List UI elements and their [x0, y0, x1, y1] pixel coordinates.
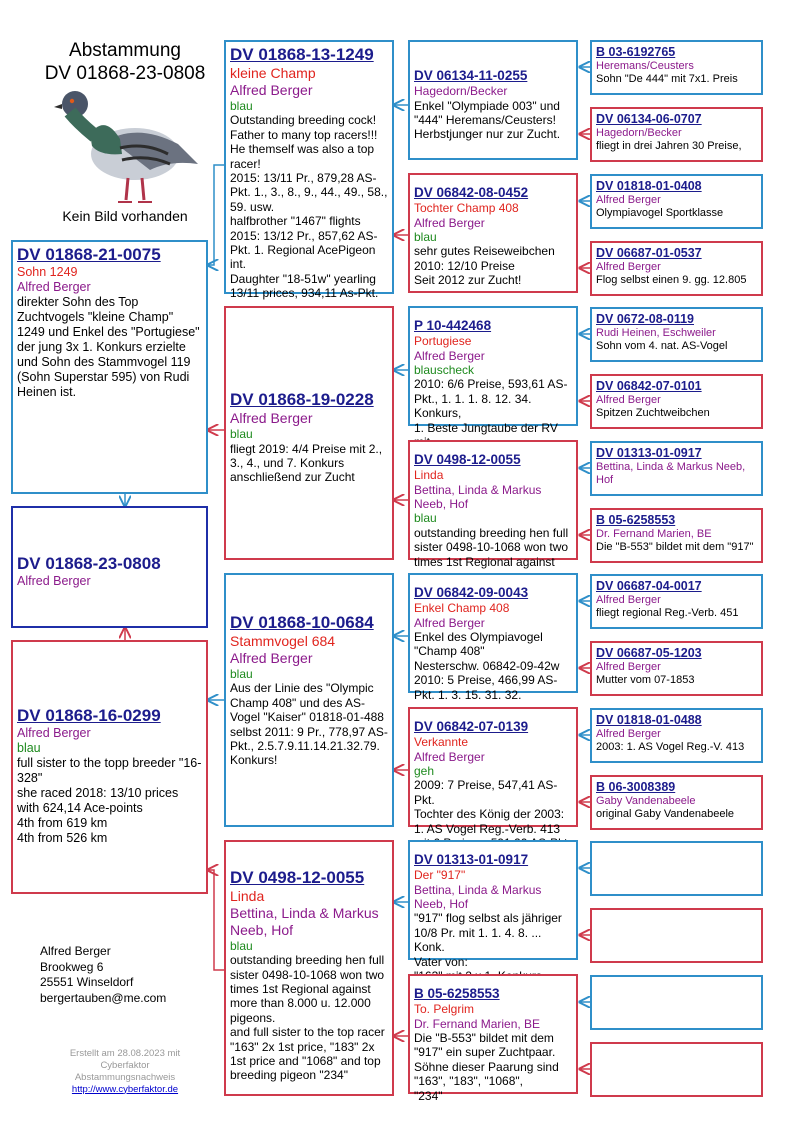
gen3-card[interactable]: [408, 40, 578, 160]
father-card[interactable]: [11, 240, 208, 494]
ff-text: Outstanding breeding cock! Father to many top racers!!! He themself was also a top racer! 2015: 13/11 Pr., 879,28 AS-Pkt. 1., 3., 8., 9., 44., 49., 58., 59. usw. halfbrother "1467" flights 2015: 13/12 Pr., 857,62 AS-Pkt. 1. Regional AcePigeon int. Daughter "18-51w" yearling 13/11 prices, 934,11 As-Pkt.: [230, 113, 388, 301]
mother-owner: Alfred Berger: [17, 726, 91, 741]
ff-name: kleine Champ: [230, 65, 316, 82]
gen3-name: Tochter Champ 408: [414, 201, 519, 216]
subject-ring[interactable]: DV 01868-23-0808: [17, 554, 161, 573]
father-name: Sohn 1249: [17, 265, 78, 280]
gen3-name: Der "917": [414, 868, 466, 883]
fm-ring[interactable]: DV 01868-19-0228: [230, 390, 374, 409]
ff-card[interactable]: [224, 40, 394, 301]
gen3-ring[interactable]: DV 06842-08-0452: [414, 185, 529, 200]
father-owner: Alfred Berger: [17, 280, 91, 295]
gen4-owner: Heremans/Ceusters: [596, 60, 694, 72]
gen4-card[interactable]: [590, 641, 763, 696]
footer-line-1: Erstellt am 28.08.2023 mit: [69, 1048, 181, 1059]
gen3-text: "917" flog selbst als jähriger 10/8 Pr. mit 1. 1. 4. 8. ... Konk. Vater von:: [414, 911, 562, 969]
gen4-text: Sohn vom 4. nat. AS-Vogel: [596, 340, 728, 353]
gen4-card[interactable]: [590, 107, 763, 162]
mm-color: blau: [230, 938, 253, 953]
gen3-card[interactable]: [408, 974, 578, 1103]
ff-ring[interactable]: DV 01868-13-1249: [230, 45, 374, 64]
gen4-card[interactable]: [590, 441, 763, 496]
gen4-card[interactable]: [590, 374, 763, 429]
mf-name: Stammvogel 684: [230, 633, 336, 650]
gen3-owner: Dr. Fernand Marien, BE: [414, 1016, 541, 1031]
gen4-text: Spitzen Zuchtweibchen: [596, 407, 710, 420]
gen4-text: Sohn "De 444" mit 7x1. Preis: [596, 73, 738, 86]
gen4-card[interactable]: [590, 975, 763, 1030]
fm-text: fliegt 2019: 4/4 Preise mit 2., 3., 4., und 7. Konkurs anschließend zur Zucht: [230, 441, 383, 485]
father-ring[interactable]: DV 01868-21-0075: [17, 245, 161, 264]
mother-card[interactable]: [11, 640, 208, 894]
gen4-ring[interactable]: B 03-6192765: [596, 45, 676, 59]
gen4-text: fliegt in drei Jahren 30 Preise,: [596, 140, 742, 153]
gen4-ring[interactable]: B 05-6258553: [596, 513, 676, 527]
gen3-text: 2010: 6/6 Preise, 593,61 AS-Pkt., 1. 1. 1. 8. 12. 34. Konkurs, 1. Beste Jungtaube der RV: [414, 377, 568, 435]
gen3-card[interactable]: [408, 573, 578, 702]
gen3-name: Verkannte: [414, 735, 469, 750]
gen3-ring[interactable]: P 10-442468: [414, 318, 492, 333]
page-title: [30, 40, 220, 86]
gen3-color: blau: [414, 229, 437, 244]
gen4-ring[interactable]: DV 01818-01-0488: [596, 713, 702, 727]
subject-owner: Alfred Berger: [17, 574, 91, 589]
gen3-card[interactable]: [408, 707, 578, 836]
ff-owner: Alfred Berger: [230, 82, 313, 99]
gen3-text: outstanding breeding hen full sister 0498-10-1068 won two times 1st Regional against: [414, 525, 569, 569]
gen4-owner: Alfred Berger: [596, 728, 661, 740]
gen4-ring[interactable]: DV 01313-01-0917: [596, 446, 702, 460]
mf-card[interactable]: [224, 573, 394, 827]
pigeon-image: [50, 84, 200, 208]
gen4-card[interactable]: [590, 775, 763, 830]
gen4-text: 2003: 1. AS Vogel Reg.-V. 413: [596, 741, 745, 754]
gen3-name: To. Pelgrim: [414, 1002, 475, 1017]
gen3-owner: Alfred Berger: [414, 215, 485, 230]
mf-owner: Alfred Berger: [230, 650, 313, 667]
gen4-text: Mutter vom 07-1853: [596, 674, 695, 687]
gen4-text: Olympiavogel Sportklasse: [596, 207, 724, 220]
gen4-card[interactable]: [590, 307, 763, 362]
gen4-card[interactable]: [590, 174, 763, 229]
mm-owner: Bettina, Linda & Markus Neeb, Hof: [230, 905, 379, 938]
address-street: Brookweg 6: [40, 959, 104, 974]
address-city: 25551 Winseldorf: [40, 975, 134, 990]
fm-card[interactable]: [224, 306, 394, 560]
owner-address: [40, 944, 166, 1006]
gen3-name: Enkel Champ 408: [414, 601, 510, 616]
gen3-ring[interactable]: DV 06134-11-0255: [414, 68, 528, 83]
mother-color: blau: [17, 741, 41, 756]
fm-owner: Alfred Berger: [230, 410, 313, 427]
gen4-text: original Gaby Vandenabeele: [596, 808, 735, 821]
gen3-card[interactable]: [408, 173, 578, 293]
gen3-color: blau: [414, 511, 437, 526]
address-email[interactable]: bergertauben@me.com: [40, 990, 167, 1005]
gen4-text: Die "B-553" bildet mit dem "917": [596, 541, 754, 554]
gen4-card[interactable]: [590, 40, 763, 95]
gen4-owner: Alfred Berger: [596, 661, 661, 673]
gen3-card[interactable]: [408, 440, 578, 569]
mother-text: full sister to the topp breeder "16-328" she raced 2018: 13/10 prices with 624,14 Ace-points 4th from 619 km 4th from 526 km: [17, 756, 202, 846]
gen3-card[interactable]: [408, 840, 578, 969]
gen3-name: Linda: [414, 468, 444, 483]
gen4-ring[interactable]: DV 0672-08-0119: [596, 312, 694, 326]
gen4-card[interactable]: [590, 841, 763, 896]
mother-ring[interactable]: DV 01868-16-0299: [17, 706, 161, 725]
mf-ring[interactable]: DV 01868-10-0684: [230, 613, 374, 632]
gen3-name: Portugiese: [414, 334, 472, 349]
gen4-card[interactable]: [590, 574, 763, 629]
mf-text: Aus der Linie des "Olympic Champ 408" und des AS-Vogel "Kaiser" 01818-01-488 selbst 2011: 9 Pr., 778,97 AS-Pkt., 2.5.7.9.11.14.21.32.79. Konkurs!: [230, 681, 388, 768]
gen4-ring[interactable]: DV 06687-01-0537: [596, 246, 702, 260]
gen4-card[interactable]: [590, 908, 763, 963]
mm-ring[interactable]: DV 0498-12-0055: [230, 868, 365, 887]
fm-color: blau: [230, 427, 253, 442]
gen3-text: 2009: 7 Preise, 547,41 AS-Pkt. Tochter des König der 2003: 1. AS Vogel Reg.-Verb. 413: [414, 778, 565, 836]
gen3-owner: Alfred Berger: [414, 615, 485, 630]
mm-name: Linda: [230, 888, 265, 905]
father-text: direkter Sohn des Top Zuchtvogels "kleine Champ" 1249 und Enkel des "Portugiese" der jung 3x 1. Konkurs erzielte und Sohn des Stammvogel 119 (Sohn Superstar 595) von Rudi Heinen ist.: [17, 295, 200, 400]
gen3-owner: Hagedorn/Becker: [414, 84, 508, 99]
gen4-text: fliegt regional Reg.-Verb. 451: [596, 607, 739, 620]
gen4-owner: Alfred Berger: [596, 261, 661, 273]
gen4-owner: Alfred Berger: [596, 594, 661, 606]
gen4-owner: Alfred Berger: [596, 194, 661, 206]
gen3-ring[interactable]: DV 06842-07-0139: [414, 719, 529, 734]
no-image-caption: Kein Bild vorhanden: [62, 208, 188, 224]
gen3-text: Enkel "Olympiade 003" und "444" Heremans/Ceusters! Herbstjunger nur zur Zucht.: [414, 98, 561, 142]
gen3-text: sehr gutes Reiseweibchen 2010: 12/10 Preise Seit 2012 zur Zucht!: [414, 244, 555, 288]
gen4-ring[interactable]: DV 06687-05-1203: [596, 646, 702, 660]
gen4-owner: Gaby Vandenabeele: [596, 795, 696, 807]
gen4-card[interactable]: [590, 1042, 763, 1097]
gen3-owner: Alfred Berger: [414, 749, 485, 764]
mm-card[interactable]: [224, 840, 394, 1096]
gen4-owner: Alfred Berger: [596, 394, 661, 406]
gen4-ring[interactable]: DV 06842-07-0101: [596, 379, 702, 393]
gen3-ring[interactable]: DV 0498-12-0055: [414, 452, 521, 467]
gen3-owner: Alfred Berger: [414, 348, 485, 363]
title-line-1: Abstammung: [69, 40, 181, 61]
footer-line-3: Abstammungsnachweis: [74, 1071, 176, 1083]
gen3-text: Enkel des Olympiavogel "Champ 408" Nesterschw. 06842-09-42w 2010: 5 Preise, 466,99 AS-Pkt. 1. 3. 15. 31. 32.: [414, 629, 560, 702]
gen3-text: Die "B-553" bildet mit dem "917" ein super Zuchtpaar. Söhne dieser Paarung sind "163", "183", "1068", "234": [414, 1030, 559, 1103]
gen3-color: geh: [414, 763, 435, 778]
gen3-color: blauscheck: [414, 362, 475, 377]
gen4-text: Flog selbst einen 9. gg. 12.805: [596, 274, 747, 287]
ff-color: blau: [230, 98, 253, 113]
gen3-ring[interactable]: DV 01313-01-0917: [414, 852, 529, 867]
footer-link[interactable]: http://www.cyberfaktor.de: [71, 1083, 179, 1095]
gen3-ring[interactable]: DV 06842-09-0043: [414, 585, 529, 600]
gen4-ring[interactable]: DV 06687-04-0017: [596, 579, 702, 593]
address-name: Alfred Berger: [40, 944, 111, 958]
gen4-ring[interactable]: DV 01818-01-0408: [596, 179, 702, 193]
gen4-ring[interactable]: DV 06134-06-0707: [596, 112, 702, 126]
gen4-card[interactable]: [590, 708, 763, 763]
subject-card[interactable]: [11, 506, 208, 628]
gen4-owner: Bettina, Linda & Markus Neeb, Hof: [596, 461, 746, 487]
gen4-owner: Dr. Fernand Marien, BE: [596, 528, 712, 540]
gen4-owner: Rudi Heinen, Eschweiler: [596, 327, 716, 339]
gen3-owner: Bettina, Linda & Markus Neeb, Hof: [414, 882, 542, 911]
mf-color: blau: [230, 666, 253, 681]
gen3-owner: Bettina, Linda & Markus Neeb, Hof: [414, 482, 542, 511]
footer: [40, 1048, 210, 1096]
gen4-card[interactable]: [590, 241, 763, 296]
gen4-ring[interactable]: B 06-3008389: [596, 780, 676, 794]
title-line-2: DV 01868-23-0808: [44, 62, 206, 84]
gen4-owner: Hagedorn/Becker: [596, 127, 682, 139]
footer-line-2: Cyberfaktor: [100, 1059, 150, 1071]
gen3-ring[interactable]: B 05-6258553: [414, 986, 500, 1001]
mm-text: outstanding breeding hen full sister 0498-10-1068 won two times 1st Regional against more than 8.000 u. 12.000 pigeons. and full sister to the top racer "163" 2x 1st price, "183" 2x 1st price and "1068" and top breeding pigeon "234": [230, 953, 385, 1083]
gen3-card[interactable]: [408, 306, 578, 435]
gen4-card[interactable]: [590, 508, 763, 563]
